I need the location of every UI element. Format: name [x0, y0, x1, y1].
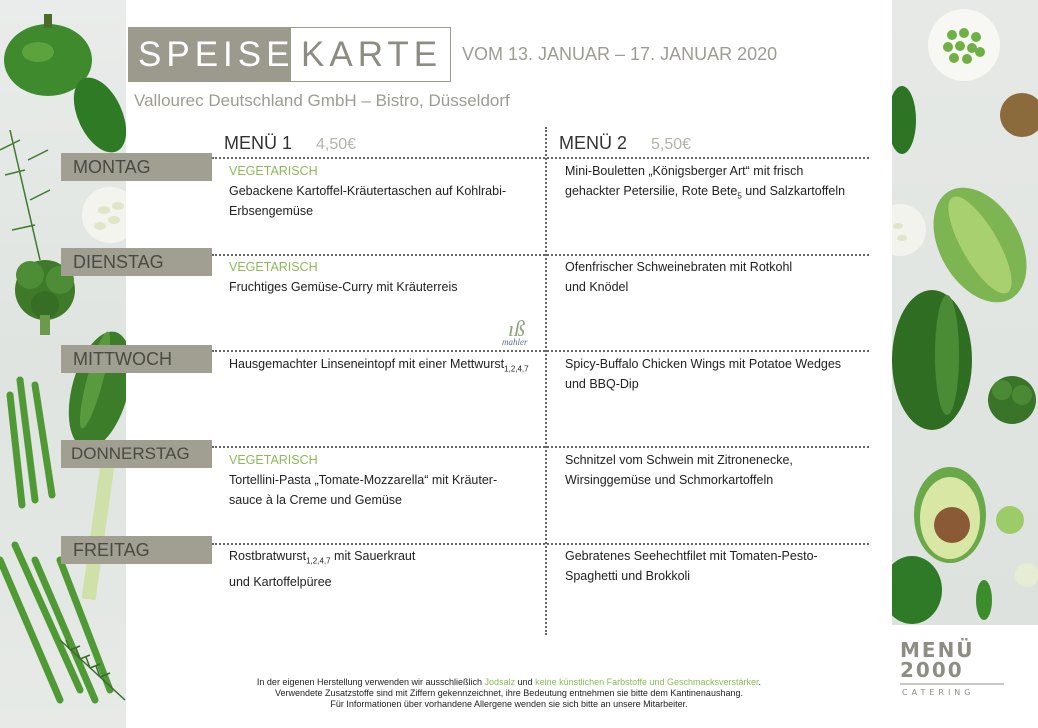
- menu-title: [128, 27, 451, 82]
- dish-line: Erbsengemüse: [229, 204, 314, 218]
- dienstag-menu2: [565, 257, 792, 297]
- footer-line-2: Verwendete Zusatzstoffe sind mit Ziffern gekennzeichnet, ihre Bedeutung entnehmen sie bitte dem Kantinenaushang.: [275, 688, 743, 698]
- logo-line-1: MENÜ: [900, 638, 975, 662]
- dish-line: sauce à la Creme und Gemüse: [229, 493, 403, 507]
- mittwoch-menu1: [229, 354, 529, 380]
- footer-highlight: Jodsalz: [484, 677, 516, 687]
- dish-line: Gebratenes Seehechtfilet mit Tomaten-Pesto-: [565, 549, 818, 563]
- row-divider: [212, 350, 869, 352]
- menu1-price: 4,50€: [316, 136, 357, 153]
- day-label-mittwoch: MITTWOCH: [61, 345, 212, 373]
- freitag-menu2: [565, 546, 818, 586]
- montag-menu2: [565, 161, 845, 207]
- title-karte: KARTE: [301, 35, 443, 74]
- dish-line: Spicy-Buffalo Chicken Wings mit Potatoe Wedges: [565, 357, 842, 371]
- row-divider: [212, 446, 869, 448]
- dish-line: Wirsinggemüse und Schmorkartoffeln: [565, 473, 774, 487]
- footer-text: .: [758, 677, 762, 687]
- vegetarian-tag: VEGETARISCH: [229, 260, 318, 274]
- vegetables-right-illustration: [892, 0, 1038, 625]
- menu2-name: MENÜ 2: [559, 133, 628, 153]
- dish-line: Hausgemachter Linseneintopf mit einer Mettwurst: [229, 357, 505, 371]
- dish-line: Mini-Bouletten „Königsberger Art“ mit frisch: [565, 164, 804, 178]
- additive-numbers: 5: [737, 191, 742, 201]
- dish-line: gehackter Petersilie, Rote Bete: [565, 184, 738, 198]
- row-divider: [212, 254, 869, 256]
- menu2-heading: [559, 133, 691, 154]
- column-divider: [545, 127, 547, 635]
- menu1-heading: [224, 133, 356, 154]
- dish-line: und Salzkartoffeln: [741, 184, 846, 198]
- menu2-price: 5,50€: [651, 136, 692, 153]
- menu2000-catering-logo: [898, 637, 1008, 699]
- location-subtitle: Vallourec Deutschland GmbH – Bistro, Düsseldorf: [134, 91, 510, 110]
- row-divider: [212, 157, 869, 159]
- row-divider: [212, 543, 869, 545]
- dish-line: mit Sauerkraut: [330, 549, 416, 563]
- dish-line: Ofenfrischer Schweinebraten mit Rotkohl: [565, 260, 793, 274]
- footer-line-1: [126, 677, 892, 687]
- dish-line: und Kartoffelpüree: [229, 574, 332, 589]
- additive-numbers: 1,2,4,7: [306, 556, 331, 566]
- mittwoch-menu2: [565, 354, 841, 394]
- additive-numbers: 1,2,4,7: [504, 364, 529, 374]
- watermark-text: mahler: [502, 337, 528, 347]
- mahler-watermark-logo: [500, 314, 546, 348]
- footer-highlight: keine künstlichen Farbstoffe und Geschmacksverstärker: [535, 677, 759, 687]
- vegetarian-tag: VEGETARISCH: [229, 164, 318, 178]
- footer-text: und: [515, 677, 536, 687]
- right-vegetable-image: [892, 0, 1038, 625]
- dish-line: Tortellini-Pasta „Tomate-Mozzarella“ mit Kräuter-: [229, 473, 498, 487]
- dish-line: und Knödel: [565, 280, 629, 294]
- donnerstag-menu1: [229, 450, 497, 510]
- date-range: VOM 13. JANUAR – 17. JANUAR 2020: [462, 44, 778, 64]
- day-label-montag: MONTAG: [61, 153, 212, 181]
- dish-line: Gebackene Kartoffel-Kräutertaschen auf Kohlrabi-: [229, 184, 507, 198]
- dish-line: Rostbratwurst: [229, 549, 307, 563]
- day-label-dienstag: DIENSTAG: [61, 248, 212, 276]
- vegetarian-tag: VEGETARISCH: [229, 453, 318, 467]
- dish-line: Fruchtiges Gemüse-Curry mit Kräuterreis: [229, 280, 458, 294]
- freitag-menu1: [229, 546, 415, 592]
- montag-menu1: [229, 161, 506, 221]
- title-speise: SPEISE: [129, 28, 291, 81]
- logo-line-2: 2000: [900, 658, 964, 682]
- dienstag-menu1: [229, 257, 458, 297]
- donnerstag-menu2: [565, 450, 793, 490]
- dish-line: Schnitzel vom Schwein mit Zitronenecke,: [565, 453, 793, 467]
- logo-line-3: CATERING: [902, 688, 975, 697]
- dish-line: und BBQ-Dip: [565, 377, 639, 391]
- day-label-freitag: FREITAG: [61, 536, 212, 564]
- svg-text:ıß: ıß: [508, 316, 526, 341]
- footer-line-3: Für Informationen über vorhandene Allergene wenden sie sich bitte an unsere Mitarbeiter.: [330, 699, 688, 709]
- day-label-donnerstag: DONNERSTAG: [61, 440, 212, 468]
- footer-text: In der eigenen Herstellung verwenden wir ausschließlich: [256, 677, 485, 687]
- dish-line: Spaghetti und Brokkoli: [565, 569, 691, 583]
- menu1-name: MENÜ 1: [224, 133, 293, 153]
